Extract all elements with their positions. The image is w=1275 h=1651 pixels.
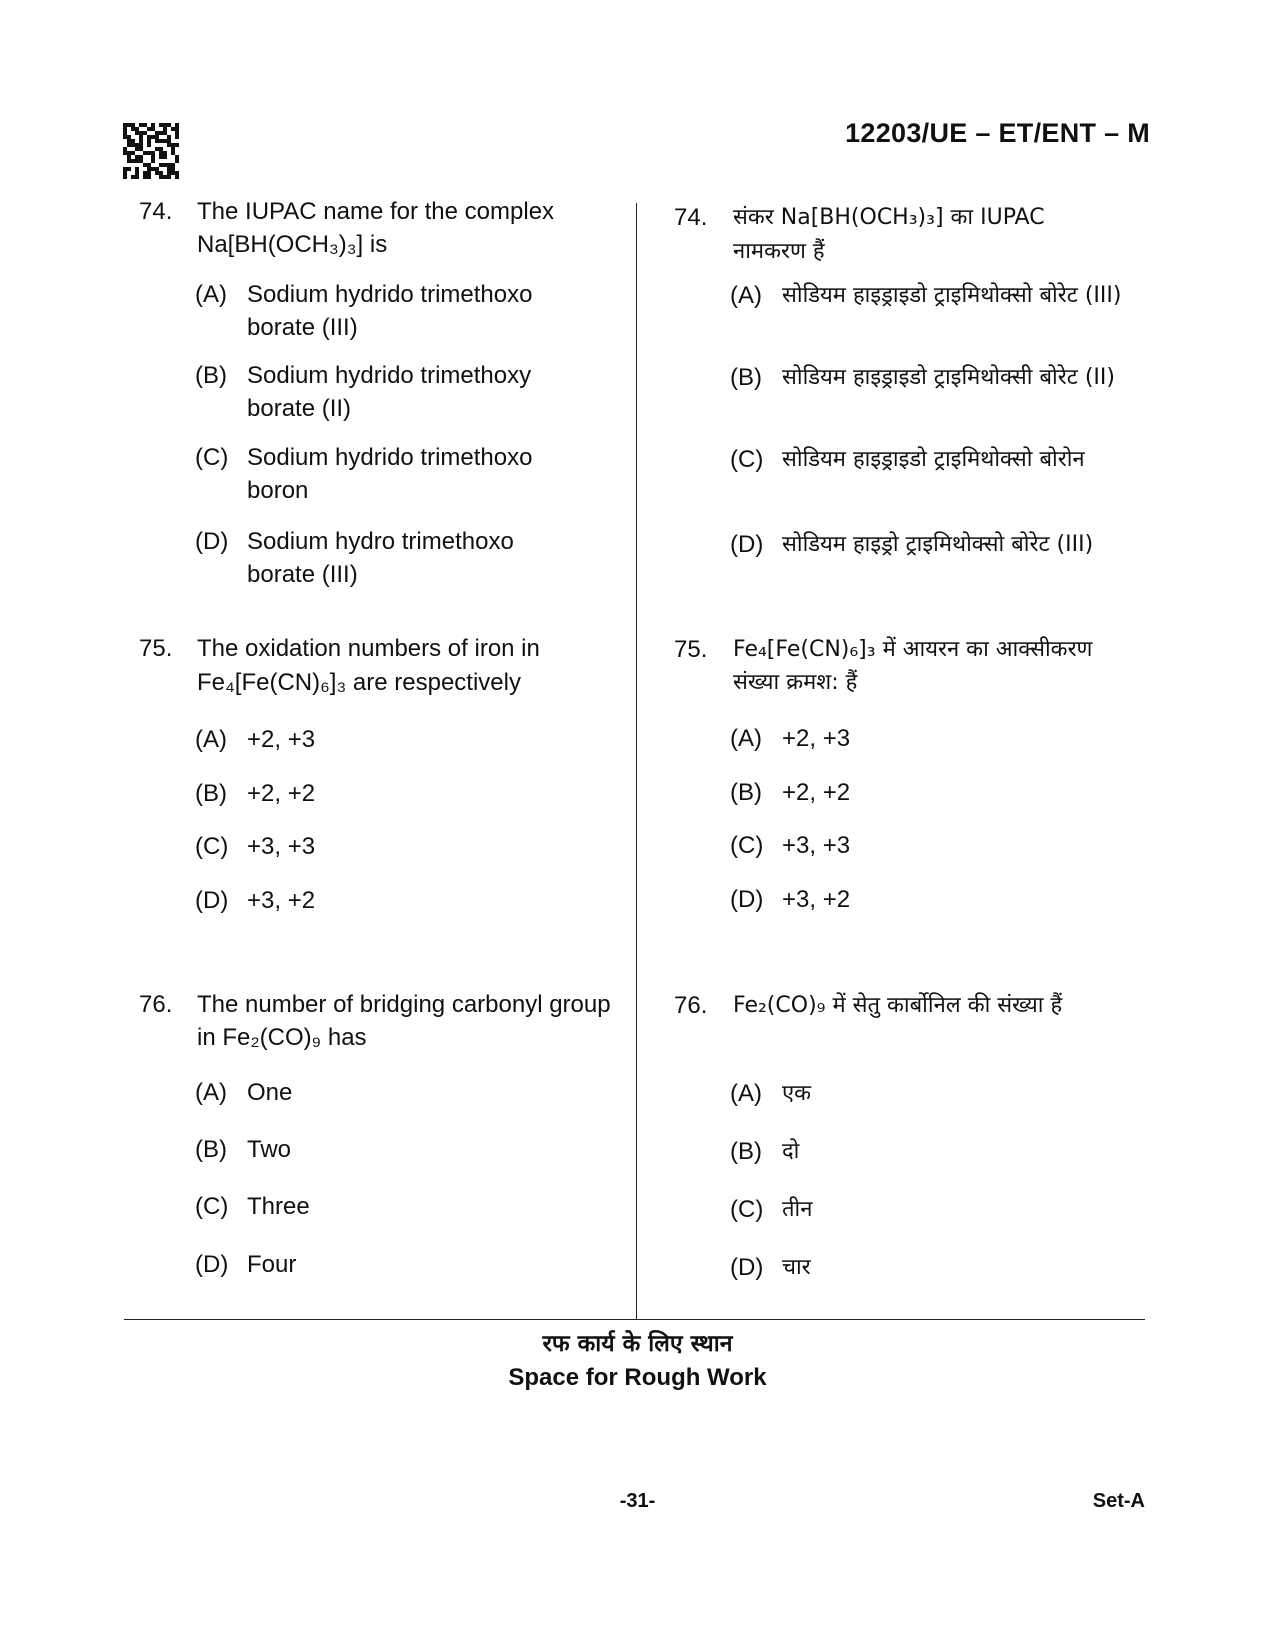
question-number: 76. <box>139 991 173 1018</box>
option-label: (A) <box>195 726 227 753</box>
question-text-line1: The number of bridging carbonyl group <box>197 991 611 1018</box>
option-text-line2: boron <box>247 477 309 504</box>
option-label: (A) <box>730 1080 762 1107</box>
option-text: दो <box>782 1139 800 1164</box>
option-text-line1: Sodium hydrido trimethoxo <box>247 444 533 471</box>
question-number: 74. <box>674 204 708 231</box>
option-text: Four <box>247 1251 297 1278</box>
option-text: +2, +2 <box>247 780 316 807</box>
option-label: (A) <box>730 725 762 752</box>
option-label: (C) <box>195 444 229 471</box>
option-label: (D) <box>730 1254 764 1281</box>
rough-work-divider <box>124 1319 1145 1320</box>
option-text: +3, +2 <box>247 887 316 914</box>
question-number: 75. <box>139 635 173 662</box>
option-label: (D) <box>195 528 229 555</box>
option-text: +3, +3 <box>247 833 316 860</box>
option-label: (C) <box>730 832 764 859</box>
option-text: One <box>247 1079 293 1106</box>
question-text-line2: नामकरण हैं <box>733 239 825 264</box>
option-text: सोडियम हाइड्रो ट्राइमिथोक्सो बोरेट (III) <box>782 532 1094 557</box>
option-text-line2: borate (II) <box>247 395 352 422</box>
column-divider <box>636 203 637 1320</box>
option-text: Three <box>247 1193 310 1220</box>
option-label: (D) <box>195 887 229 914</box>
question-text-line1: The IUPAC name for the complex <box>197 198 555 225</box>
option-label: (A) <box>730 282 762 309</box>
question-text-line2: Na[BH(OCH₃)₃] is <box>197 231 388 258</box>
option-label: (C) <box>730 446 764 473</box>
option-label: (B) <box>195 1136 227 1163</box>
question-text-line1: The oxidation numbers of iron in <box>197 635 540 662</box>
qr-code-icon <box>123 123 179 179</box>
option-text-line1: Sodium hydrido trimethoxy <box>247 362 532 389</box>
option-text: +3, +3 <box>782 832 851 859</box>
option-text: +2, +3 <box>247 726 316 753</box>
option-text: चार <box>782 1255 811 1280</box>
option-label: (D) <box>730 886 764 913</box>
question-text-line2: संख्या क्रमश: हैं <box>733 670 858 695</box>
option-text: सोडियम हाइड्राइडो ट्राइमिथोक्सो बोरोन <box>782 447 1085 472</box>
question-text: Fe₂(CO)₉ में सेतु कार्बोनिल की संख्या हैं <box>733 993 1063 1018</box>
question-text-line2: Fe₄[Fe(CN)₆]₃ are respectively <box>197 669 521 696</box>
option-text: सोडियम हाइड्राइडो ट्राइमिथोक्सो बोरेट (III) <box>782 283 1122 308</box>
question-text-line1: Fe₄[Fe(CN)₆]₃ में आयरन का आक्सीकरण <box>733 637 1093 662</box>
question-text-line2: in Fe₂(CO)₉ has <box>197 1024 367 1051</box>
option-text-line1: Sodium hydro trimethoxo <box>247 528 514 555</box>
option-label: (B) <box>730 779 762 806</box>
question-number: 76. <box>674 992 708 1019</box>
option-label: (A) <box>195 1079 227 1106</box>
set-label: Set-A <box>1092 1490 1145 1512</box>
option-label: (C) <box>730 1196 764 1223</box>
option-text: +2, +2 <box>782 779 851 806</box>
option-label: (C) <box>195 1193 229 1220</box>
option-label: (D) <box>730 531 764 558</box>
paper-code: 12203/UE – ET/ENT – M <box>845 118 1150 148</box>
option-text: सोडियम हाइड्राइडो ट्राइमिथोक्सी बोरेट (II) <box>782 365 1115 390</box>
option-text-line1: Sodium hydrido trimethoxo <box>247 281 533 308</box>
option-text: +3, +2 <box>782 886 851 913</box>
option-label: (A) <box>195 281 227 308</box>
page-number: -31- <box>619 1490 656 1512</box>
question-number: 74. <box>139 198 173 225</box>
option-text: एक <box>782 1081 812 1106</box>
option-label: (B) <box>730 1138 762 1165</box>
option-label: (B) <box>195 362 227 389</box>
option-label: (B) <box>730 364 762 391</box>
question-text-line1: संकर Na[BH(OCH₃)₃] का IUPAC <box>733 205 1045 230</box>
option-label: (D) <box>195 1251 229 1278</box>
rough-work-heading: Space for Rough Work <box>508 1364 767 1391</box>
option-text: Two <box>247 1136 292 1163</box>
option-text-line2: borate (III) <box>247 561 358 588</box>
option-label: (C) <box>195 833 229 860</box>
option-label: (B) <box>195 780 227 807</box>
option-text-line2: borate (III) <box>247 314 358 341</box>
rough-work-heading-hindi: रफ कार्य के लिए स्थान <box>542 1331 733 1357</box>
option-text: +2, +3 <box>782 725 851 752</box>
option-text: तीन <box>782 1197 813 1222</box>
question-number: 75. <box>674 636 708 663</box>
